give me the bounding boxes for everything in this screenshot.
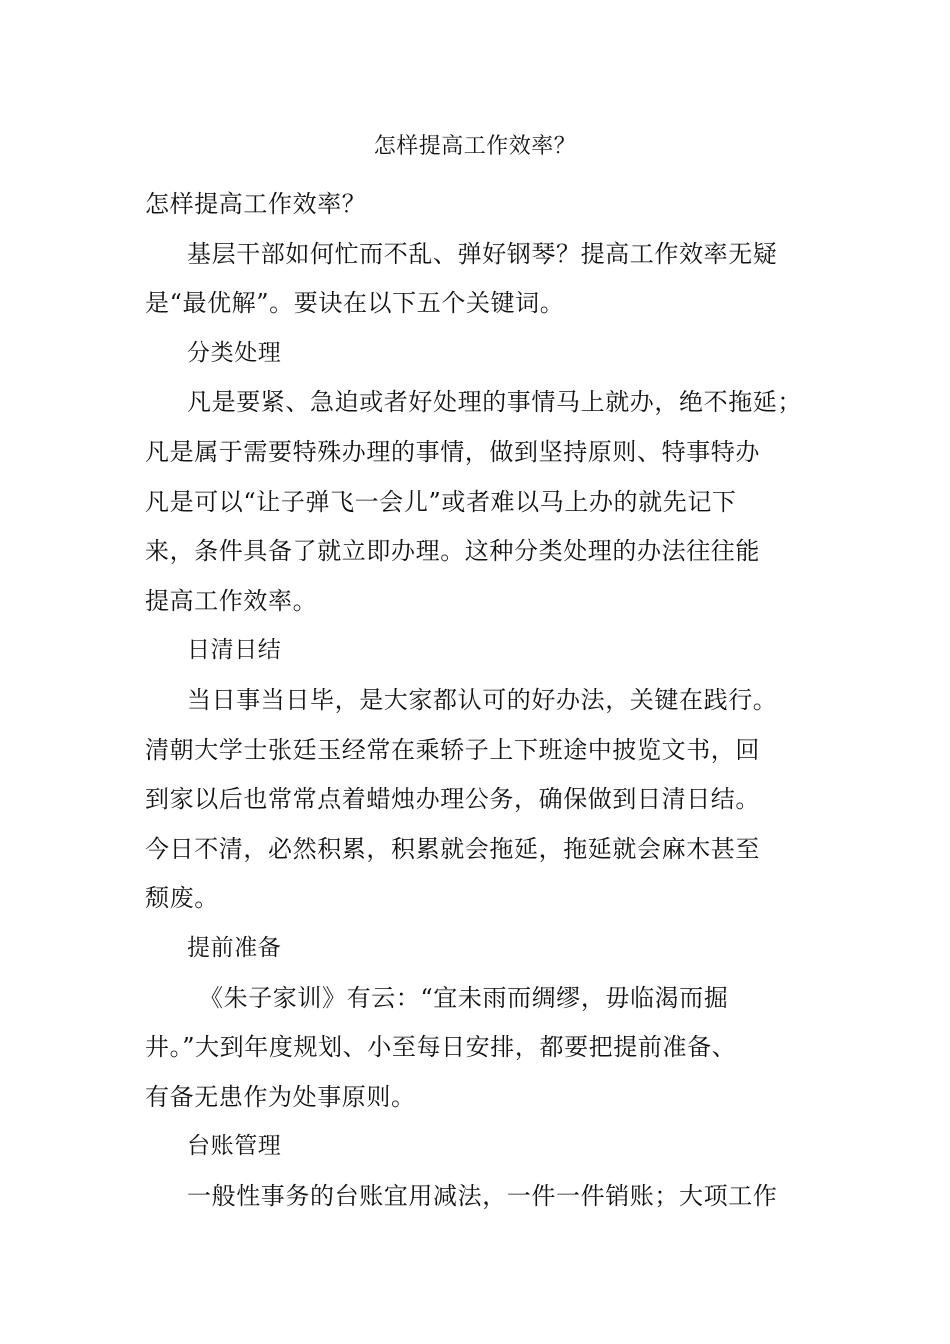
paragraph-line: 凡是要紧、急迫或者好处理的事情马上就办，绝不拖延；	[187, 388, 802, 417]
paragraph-line: 凡是可以“让子弹飞一会儿”或者难以马上办的就先记下	[145, 487, 737, 516]
paragraph-line: 今日不清，必然积累，积累就会拖延，拖延就会麻木甚至	[145, 834, 760, 863]
intro-line: 基层干部如何忙而不乱、弹好钢琴？提高工作效率无疑	[187, 239, 778, 268]
paragraph-line: 提高工作效率。	[145, 586, 318, 615]
paragraph-line: 来，条件具备了就立即办理。这种分类处理的办法往往能	[145, 537, 760, 566]
section-title-daily-clearing: 日清日结	[187, 637, 282, 664]
paragraph-line: 《朱子家训》有云：“宜未雨而绸缪，毋临渴而掘	[199, 983, 729, 1012]
paragraph-line: 清朝大学士张廷玉经常在乘轿子上下班途中披览文书，回	[145, 735, 760, 764]
document-title: 怎样提高工作效率？	[373, 134, 577, 159]
paragraph-line: 一般性事务的台账宜用减法，一件一件销账；大项工作	[187, 1181, 778, 1210]
document-body	[145, 180, 825, 1221]
section-title-classification: 分类处理	[187, 339, 282, 366]
section-title-advance-preparation: 提前准备	[187, 934, 282, 961]
paragraph-line: 到家以后也常常点着蜡烛办理公务，确保做到日清日结。	[145, 785, 760, 814]
paragraph-line: 凡是属于需要特殊办理的事情，做到坚持原则、特事特办	[145, 437, 760, 466]
section-title-ledger-management: 台账管理	[187, 1133, 282, 1160]
intro-line: 是“最优解”。要诀在以下五个关键词。	[145, 289, 565, 318]
paragraph-line: 当日事当日毕，是大家都认可的好办法，关键在践行。	[187, 685, 778, 714]
document-heading: 怎样提高工作效率？	[145, 190, 367, 218]
paragraph-line: 颓废。	[145, 884, 219, 913]
paragraph-line: 有备无患作为处事原则。	[145, 1082, 416, 1111]
paragraph-line: 井。”大到年度规划、小至每日安排，都要把提前准备、	[145, 1033, 737, 1062]
